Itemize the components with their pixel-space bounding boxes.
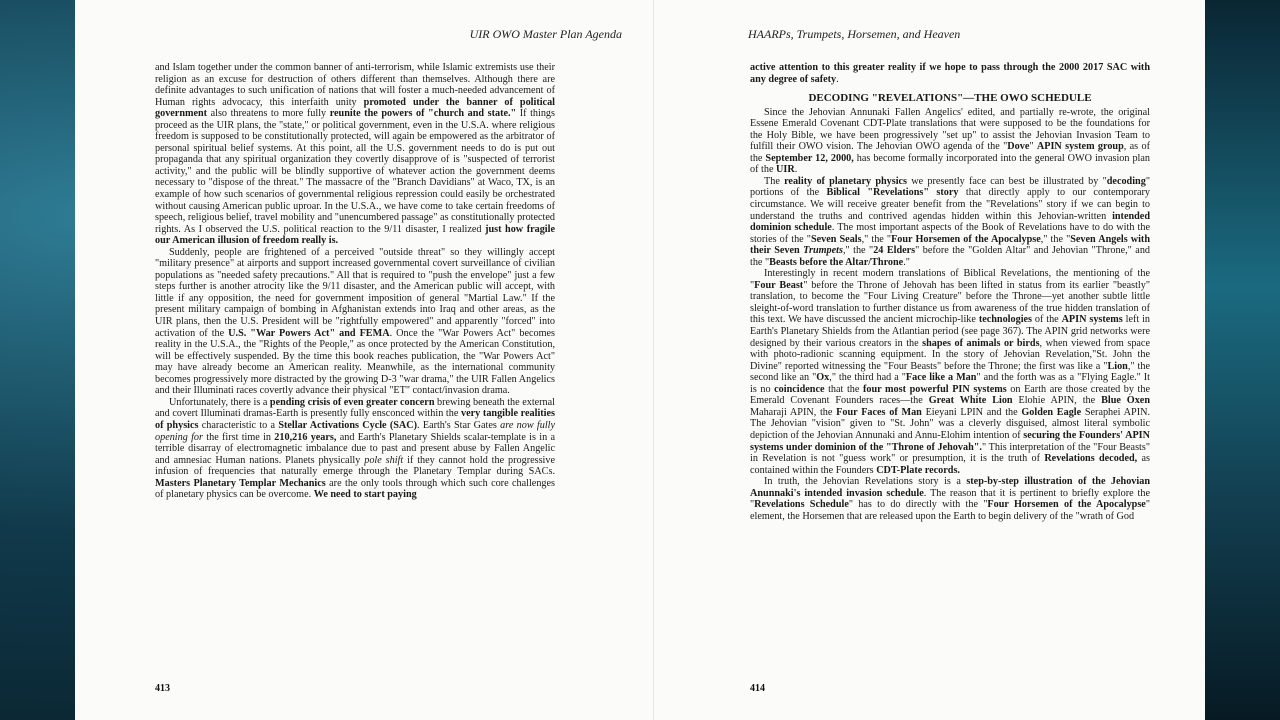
text-run: In truth, the Jehovian Revelations story is a: [764, 476, 967, 488]
text-run: .": [903, 256, 910, 268]
text-run: " has to do directly with the ": [848, 499, 988, 511]
text-run: that the: [824, 383, 863, 395]
italic-emphasis: are now fully opening for: [155, 419, 556, 443]
text-run: Seraphei APIN. The Jehovian "vision" given to "St. John" was a cleverly disguised, almost literal symbolic depiction of the Jehovian Annunaki and Annu-Elohim intention of: [750, 406, 1150, 441]
left-paragraph: [155, 247, 555, 397]
bold-emphasis: step-by-step illustration of the Jehovian Anunnaki's intended invasion schedule: [750, 476, 1150, 499]
text-run: ": [1029, 141, 1037, 153]
text-run: of the: [1032, 314, 1062, 326]
text-run: " portions of the: [750, 175, 1150, 199]
text-run: , as of the: [750, 141, 1150, 164]
right-opening-paragraph: [750, 62, 1150, 85]
bold-emphasis: securing the Founders' APIN systems under dominion of the "Throne of Jehovah".: [750, 429, 1150, 453]
bold-emphasis: Beasts before the Altar/Throne: [769, 256, 904, 268]
text-run: . The reason that it is pertinent to briefly explore the ": [750, 487, 1150, 511]
right-running-head: HAARPs, Trumpets, Horsemen, and Heaven: [748, 27, 961, 41]
background-right: [1200, 0, 1280, 720]
text-run: The: [764, 175, 785, 187]
right-page: [640, 0, 1205, 720]
text-run: has become formally incorporated into the general OWO invasion plan of the: [750, 152, 1151, 176]
text-run: Maharaji APIN, the: [750, 406, 837, 418]
bold-emphasis: Revelations decoded,: [1044, 453, 1138, 465]
text-run: ," the ": [1040, 233, 1071, 245]
left-page: [75, 0, 640, 720]
bold-emphasis: four most powerful PIN systems: [862, 383, 1007, 395]
bold-emphasis: Revelations Schedule: [754, 499, 849, 511]
text-run: Suddenly, people are frightened of a perceived "outside threat" so they willingly accept "military presence" at airports and support increased governmental covert surveillance of civilian populations as "needed safety precautions." All that is required to "push the envelope" just a few steps further is another atrocity like the 9/11 disaster, and the American public will accept, with little if any opposition, the need for government imposition of general "Martial Law." If the present military campaign of bombing in Afghanistan extends into Iraq and other areas, as the UIR plans, then the U.S. President will be "rightfully empowered" and apparently "forced" into activation of the: [155, 246, 555, 339]
bold-emphasis: reunite the powers of "church and state.": [329, 108, 517, 120]
bold-emphasis: CDT-Plate records.: [876, 464, 960, 476]
book-spread: [75, 0, 1205, 720]
bold-emphasis: Seven Angels with their Seven: [750, 233, 1150, 257]
right-paragraph: [750, 107, 1150, 176]
left-page-number: 413: [155, 683, 170, 694]
bold-emphasis: Stellar Activations Cycle (SAC): [278, 419, 418, 431]
right-paragraph: [750, 268, 1150, 476]
text-run: characteristic to a: [198, 419, 279, 431]
bold-emphasis: Four Horsemen of the Apocalypse: [987, 499, 1146, 511]
right-paragraph: [750, 476, 1150, 522]
text-run: ," the ": [861, 233, 892, 245]
bold-emphasis: pending crisis of even greater concern: [269, 396, 435, 408]
left-paragraph: [155, 62, 555, 247]
text-run: . Once the "War Powers Act" becomes reality in the U.S.A., the "Rights of the People," as once protected by the American Constitution, will be effectively suspended. By the time this book reaches publication, the "War Powers Act" may have already become an American reality. Meanwhile, as the international community becomes progressively more distracted by the growing D-3 "war drama," the UIR Fallen Angelics and their Illuminati races covertly advance their physical "ET" contact/invasion drama.: [155, 327, 555, 397]
text-run: Since the Jehovian Annunaki Fallen Angelics' edited, and partially re-wrote, the original Essene Emerald Covenant CDT-Plate translations that were supposed to be the foundations for the Holy Bible, we have been progressively "set up" to assist the Jehovian Invasion Team to fulfill their OWO vision. The Jehovian OWO agenda of the ": [750, 106, 1150, 153]
right-page-text: [750, 62, 1150, 522]
text-run: also threatens to more fully: [207, 108, 330, 120]
left-running-head: UIR OWO Master Plan Agenda: [469, 27, 622, 41]
text-run: as contained within the Founders: [750, 453, 1150, 476]
text-run: brewing beneath the external and covert Illuminati dramas-Earth is presently fully ensconced within the: [155, 396, 556, 420]
bold-emphasis: Blue Oxen: [1101, 395, 1150, 407]
left-paragraph: [155, 397, 555, 501]
text-run: " element, the Horsemen that are released upon the Earth to begin delivery of the "wrath of God: [750, 499, 1150, 522]
right-page-number: 414: [750, 683, 765, 694]
text-run: that directly apply to our contemporary circumstance. We will receive greater benefit from the "Revelations" story if we can begin to understand the truths and contrived agendas hidden within this Jehovian-written: [750, 187, 1150, 222]
bold-emphasis: UIR: [776, 164, 795, 176]
text-run: " before the Throne of Jehovah has been lifted in status from its earlier "beastly" translation, to become the "Four Living Creature" before the Throne—yet another subtle little sleight-of-word translation to further distance us from awareness of the true hidden translation of this text. We have discussed the ancient microchip-like: [750, 279, 1151, 326]
text-run: the first time in: [203, 431, 275, 443]
text-run: " and the forth was as a "Flying Eagle." It is no: [750, 372, 1150, 395]
text-run: we presently face can best be illustrated by ": [907, 175, 1107, 187]
bold-emphasis: Great White Lion: [928, 395, 1013, 407]
bold-emphasis: decoding: [1106, 175, 1146, 187]
left-page-text: [155, 62, 555, 501]
bold-emphasis: very tangible realities of physics: [155, 408, 556, 431]
text-run: If things proceed as the UIR plans, the "state," or political government, even in the U.S.A. where religious freedom is supposed to be constitutionally protected, will again be empowered as the arbitrator of personal spiritual belief systems. At this point, all the U.S. government needs to do is put out propaganda that any spiritual organization they covertly disapprove of is "suspected of terrorist activity," and the public will be blindly supportive of whatever action the government deems necessary to "dispose of the threat." The massacre of the "Branch Davidians" at Waco, TX, is an example of how such scenarios of governmental religious repression could easily be orchestrated without causing American public uproar. In the U.S.A., we have come to take certain freedoms of speech, religious belief, travel mobility and "unencumbered passage" as constitutionally protected rights. As I observed the U.S. political reaction to the 9/11 disaster, I realized: [155, 108, 555, 235]
bold-emphasis: Trumpets: [803, 245, 843, 257]
text-run: .: [794, 164, 798, 176]
bold-emphasis: Lion: [1107, 360, 1128, 372]
bold-emphasis: U.S. "War Powers Act" and FEMA: [228, 327, 390, 339]
text-run: and Islam together under the common banner of anti-terrorism, while Islamic extremists use their religion as an excuse for destruction of others different than themselves. Although there are definite advantages to such unification of nations that will foster a much-needed advancement of Human rights advocacy, this interfaith unity: [155, 62, 555, 108]
bold-emphasis: Masters Planetary Templar Mechanics: [155, 477, 326, 489]
bold-emphasis: 210,216 years,: [274, 431, 337, 443]
bold-emphasis: coincidence: [774, 383, 825, 395]
bold-emphasis: technologies: [978, 314, 1033, 326]
bold-emphasis: We need to start paying: [313, 489, 417, 501]
italic-emphasis: pole shift: [364, 454, 404, 466]
text-run: if they cannot hold the progressive infusion of frequencies that naturally emerge through the Planetary Templar during SACs.: [155, 454, 555, 478]
text-run: . Earth's Star Gates: [417, 419, 501, 431]
text-run: ," the second like an ": [750, 360, 1150, 384]
text-run: ," the third had a ": [829, 372, 906, 384]
text-run: Unfortunately, there is a: [169, 396, 270, 408]
bold-emphasis: Four Horsemen of the Apocalypse: [891, 233, 1041, 245]
text-run: " This interpretation of the "Four Beasts" in Revelation is not "guess work" or presumption, it is the truth of: [750, 441, 1150, 465]
bold-emphasis: Four Beast: [754, 279, 804, 291]
bold-emphasis: Four Faces of Man: [836, 406, 922, 418]
bold-emphasis: Biblical "Revelations" story: [826, 187, 959, 199]
bold-emphasis: 24 Elders: [873, 245, 916, 257]
text-run: " before the "Golden Altar" and Jehovian "Throne," and the ": [750, 245, 1151, 268]
text-run: .: [836, 73, 839, 85]
bold-emphasis: active attention to this greater reality if we hope to pass through the 2000 2017 SAC with any degree of safety: [750, 62, 1150, 85]
text-run: Interestingly in recent modern translations of Biblical Revelations, the mentioning of the ": [750, 268, 1150, 291]
bold-emphasis: September 12, 2000,: [765, 152, 854, 164]
bold-emphasis: promoted under the banner of political government: [155, 96, 555, 120]
text-run: left in Earth's Planetary Shields from the Atlantian period (see page 367). The APIN grid networks were designed by their various creators in the: [750, 314, 1151, 349]
bold-emphasis: Face like a Man: [905, 372, 977, 384]
bold-emphasis: APIN systems: [1061, 314, 1123, 326]
bold-emphasis: shapes of animals or birds: [922, 337, 1040, 349]
right-paragraph: [750, 176, 1150, 268]
text-run: ," the ": [842, 245, 874, 257]
section-heading: DECODING "REVELATIONS"—THE OWO SCHEDULE: [808, 92, 1092, 105]
bold-emphasis: Ox: [816, 372, 830, 384]
bold-emphasis: reality of planetary physics: [784, 175, 908, 187]
text-run: and Earth's Planetary Shields scalar-template is in a terrible disarray of electromagnetic imbalance due to past and present abuse by Fallen Angelic and amnesiac Human nations. Planets physically: [155, 431, 555, 466]
text-run: , when viewed from space with photo-radionic scanning equipment. In the story of Jehovian Revelation,"St. John the Divine" reported witnessing the "Four Beasts" before the Throne; the first was like a ": [750, 337, 1150, 372]
text-run: Elohie APIN, the: [1012, 395, 1102, 407]
bold-emphasis: Dove: [1007, 141, 1030, 153]
text-run: Eieyani LPIN and the: [921, 406, 1022, 418]
bold-emphasis: Golden Eagle: [1021, 406, 1082, 418]
bold-emphasis: Seven Seals: [810, 233, 862, 245]
bold-emphasis: just how fragile our American illusion of freedom really is.: [155, 223, 555, 247]
text-run: are the only tools through which such core challenges of planetary physics can be overcome.: [155, 477, 555, 501]
text-run: on Earth are those created by the Emerald Covenant Founders races—the: [750, 383, 1150, 407]
bold-emphasis: APIN system group: [1036, 141, 1124, 153]
text-run: . The most important aspects of the Book of Revelations have to do with the stories of the ": [750, 222, 1150, 245]
bold-emphasis: intended dominion schedule: [750, 210, 1150, 234]
